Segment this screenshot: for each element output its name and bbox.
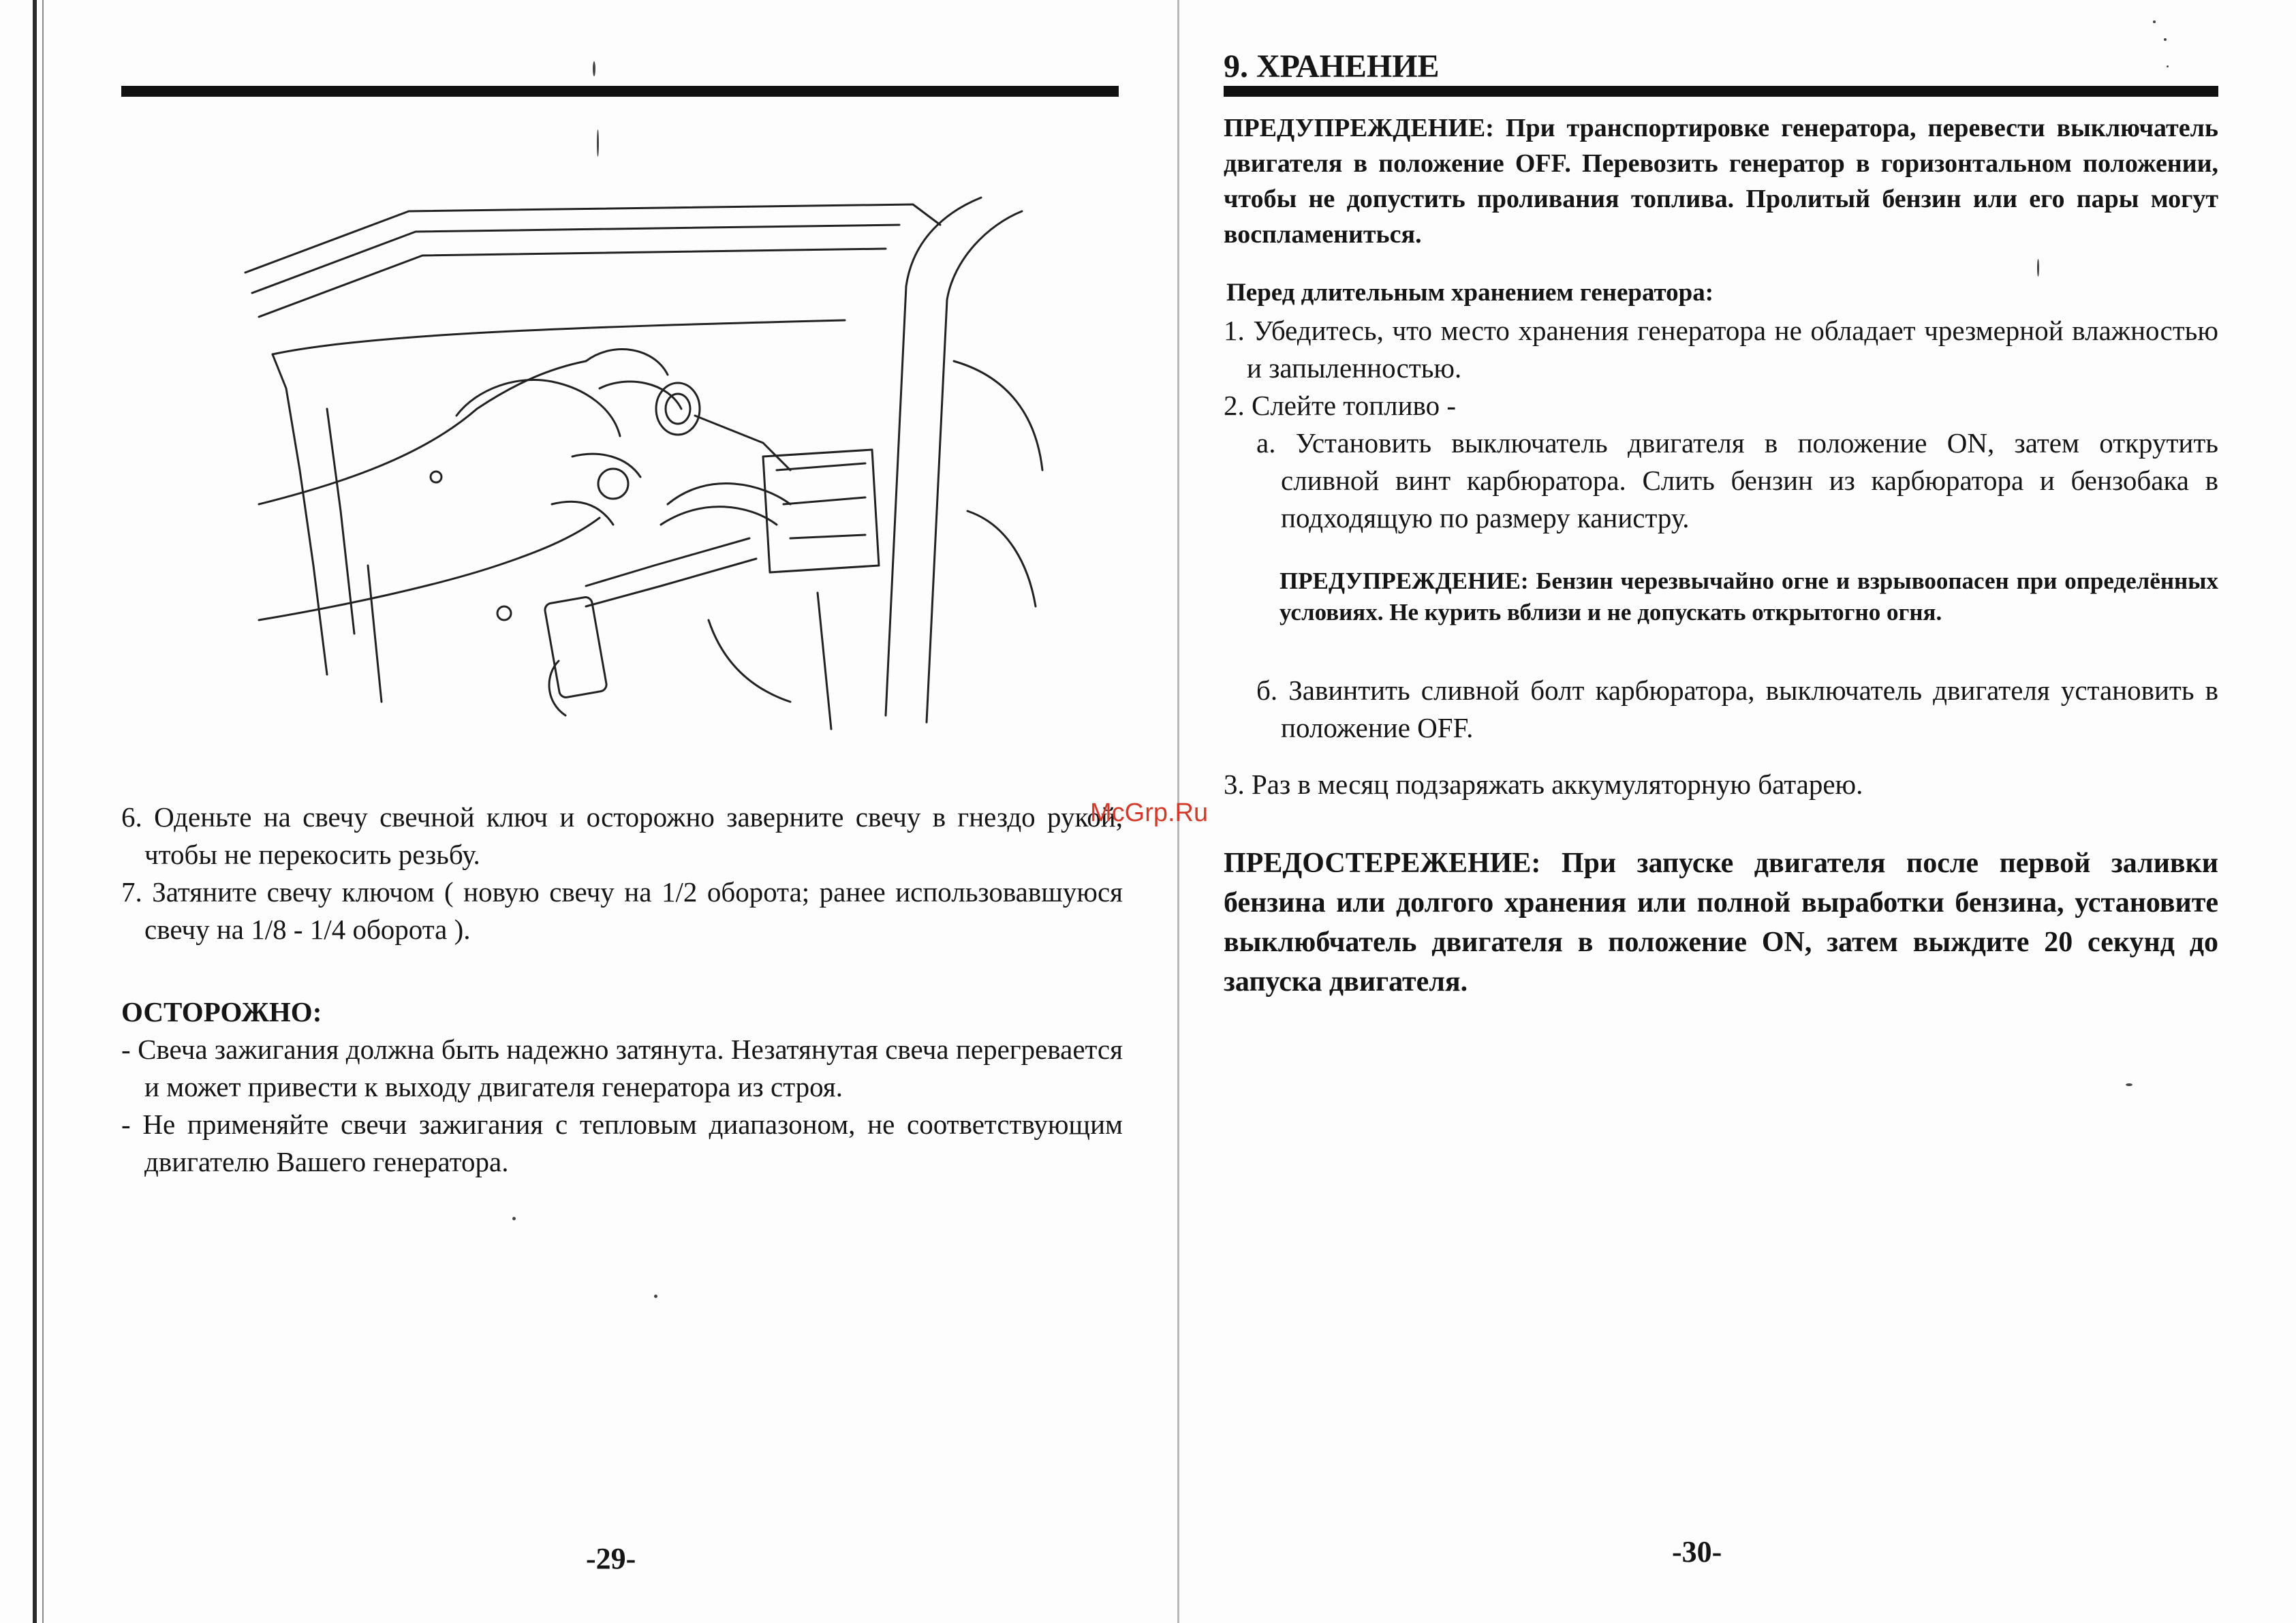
transport-warning: ПРЕДУПРЕЖДЕНИЕ: При транспортировке генератора, перевести выключатель двигателя в положение OFF. Перевозить генератор в горизонтальном положении, чтобы не допустить проливания топлива. Пролитый бензин или его пары могут воспламениться. — [1224, 114, 2218, 249]
caution-item-2: - Не применяйте свечи зажигания с тепловым диапазоном, не соответствующим двигателю Вашего генератора. — [121, 1109, 1123, 1177]
storage-item-1: 1. Убедитесь, что место хранения генератора не обладает чрезмерной влажностью и запыленностью. — [1224, 315, 2218, 384]
scan-speck — [2153, 20, 2156, 23]
step-7: 7. Затяните свечу ключом ( новую свечу на 1/2 оборота; ранее использовавшуюся свечу на 1/8 - 1/4 оборота ). — [121, 876, 1123, 945]
fuel-warning: ПРЕДУПРЕЖДЕНИЕ: Бензин черезвычайно огне и взрывоопасен при определённых условиях. Не курить вблизи и не допускать открытогно огня. — [1279, 568, 2218, 625]
storage-intro: Перед длительным хранением генератора: — [1226, 279, 1714, 307]
caution-title: ОСТОРОЖНО: — [121, 996, 322, 1027]
scan-speck — [593, 61, 595, 76]
storage-steps — [1224, 312, 2218, 537]
section-title: 9. ХРАНЕНИЕ — [1224, 48, 1440, 84]
storage-item-2b: б. Завинтить сливной болт карбюратора, выключатель двигателя установить в положение OFF. — [1256, 675, 2218, 743]
scan-speck — [2164, 38, 2167, 41]
spark-plug-installation-illustration — [232, 184, 1063, 736]
header-rule — [1224, 86, 2218, 97]
storage-item-2: 2. Слейте топливо - — [1224, 390, 1457, 421]
scan-speck — [2167, 65, 2169, 67]
caution-block — [121, 993, 1123, 1181]
scan-speck — [654, 1295, 657, 1298]
page-number: -30- — [1672, 1535, 1722, 1568]
storage-steps-continued — [1224, 672, 2218, 747]
startup-precaution: ПРЕДОСТЕРЕЖЕНИЕ: При запуске двигателя после первой заливки бензина или долгого хранения или полной выработки бензина, установите выклюбчатель двигателя в положение ON, затем выждите 20 секунд до запуска двигателя. — [1224, 848, 2218, 998]
header-rule — [121, 86, 1119, 97]
caution-item-1: - Свеча зажигания должна быть надежно затянута. Незатянутая свеча перегревается и может привести к выходу двигателя генератора из строя. — [121, 1034, 1123, 1102]
step-6: 6. Оденьте на свечу свечной ключ и осторожно заверните свечу в гнездо рукой, чтобы не перекосить резьбу. — [121, 801, 1123, 870]
scan-speck — [2037, 259, 2039, 277]
scan-speck — [597, 129, 599, 157]
storage-item-3: 3. Раз в месяц подзаряжать аккумуляторную батарею. — [1224, 769, 1863, 800]
steps — [121, 799, 1123, 948]
watermark: McGrp.Ru — [1090, 799, 1209, 827]
storage-item-2a: а. Установить выключатель двигателя в положение ON, затем открутить сливной винт карбюратора. Слить бензин из карбюратора и бензобака в подходящую по размеру канистру. — [1256, 427, 2218, 534]
page-number: -29- — [586, 1542, 636, 1575]
right-page — [1185, 0, 2296, 1623]
scan-speck — [2126, 1083, 2132, 1086]
scan-speck — [512, 1217, 516, 1220]
